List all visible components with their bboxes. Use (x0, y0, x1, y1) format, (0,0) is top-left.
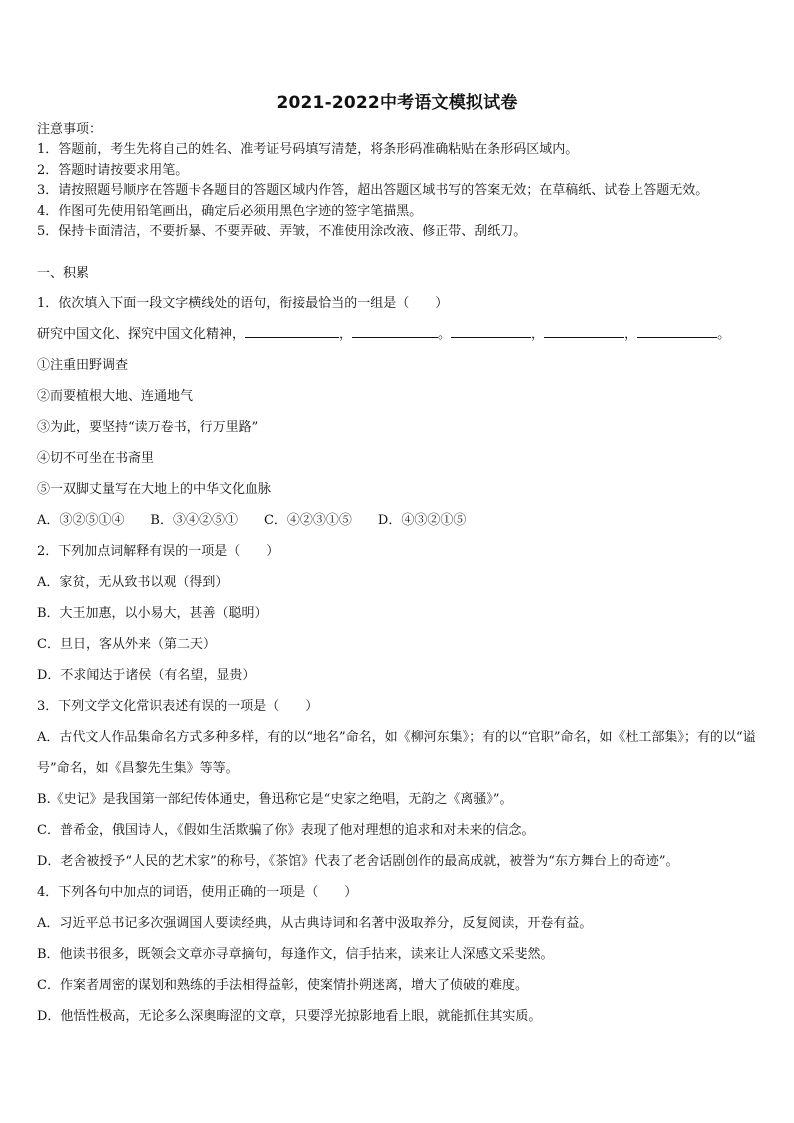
question-3-option: B.《史记》是我国第一部纪传体通史，鲁迅称它是“史家之绝唱，无韵之《离骚》”。 (37, 792, 513, 807)
passage-text: 研究中国文化、探究中国文化精神， (37, 327, 246, 342)
notice-heading: 注意事项： (37, 122, 103, 137)
notice-item: 1．答题前，考生先将自己的姓名、准考证号码填写清楚，将条形码准确粘贴在条形码区域内。 (37, 142, 579, 157)
answer-blank (352, 322, 438, 338)
notice-list (37, 140, 767, 243)
question-1-stem: 1．依次填入下面一段文字横线处的语句，衔接最恰当的一组是（ ） (37, 296, 449, 311)
question-4-option: C．作案者周密的谋划和熟练的手法相得益彰，使案情扑朔迷离，增大了侦破的难度。 (37, 978, 528, 993)
notice-item: 4．作图可先使用铅笔画出，确定后必须用黑色字迹的签字笔描黑。 (37, 203, 423, 219)
section-title: 一、积累 (37, 266, 90, 281)
option-c: C．④②③①⑤ (263, 513, 352, 528)
option-b: B．③④②⑤① (150, 513, 238, 528)
question-3-stem: 3．下列文学文化常识表述有误的一项是（ ） (37, 699, 319, 714)
question-1-passage: 研究中国文化、探究中国文化精神， ， 。 ， ， 。 (37, 319, 767, 350)
option-d: D．④③②①⑤ (377, 513, 467, 528)
answer-blank (544, 322, 624, 338)
question-2-stem: 2．下列加点词解释有误的一项是（ ） (37, 544, 280, 559)
question-2-option: C．旦日，客从外来（第二天） (37, 637, 216, 652)
question-1-item: ①注重田野调查 (37, 358, 129, 373)
question-2-option: D．不求闻达于诸侯（有名望，显贵） (37, 668, 256, 683)
question-1-item: ②而要植根大地、连通地气 (37, 389, 194, 404)
question-3-option: C．普希金，俄国诗人，《假如生活欺骗了你》表现了他对理想的追求和对未来的信念。 (37, 823, 535, 838)
question-1-item: ⑤一双脚丈量写在大地上的中华文化血脉 (37, 482, 272, 497)
question-2-option: B．大王加惠，以小易大，甚善（聪明） (37, 606, 268, 621)
answer-blank (637, 322, 717, 338)
notice-item: 5．保持卡面清洁，不要折暴、不要弄破、弄皱，不准使用涂改液、修正带、刮纸刀。 (37, 224, 527, 239)
question-1-item: ③为此，要坚持“读万卷书，行万里路” (37, 420, 259, 435)
question-4-option: A．习近平总书记多次强调国人要读经典，从古典诗词和名著中汲取养分，反复阅读，开卷有益。 (37, 916, 593, 931)
question-4-stem: 4．下列各句中加点的词语，使用正确的一项是（ ） (37, 885, 358, 900)
questions-body (37, 288, 767, 1032)
question-3-option: A．古代文人作品集命名方式多种多样，有的以“地名”命名，如《柳河东集》；有的以“官职”命名，如《杜工部集》；有的以“谥号”命名，如《昌黎先生集》等等。 (37, 730, 756, 776)
question-1-item: ④切不可坐在书斋里 (37, 451, 155, 466)
page-title: 2021-2022中考语文模拟试卷 (276, 93, 518, 113)
question-2-option: A．家贫，无从致书以观（得到） (37, 575, 229, 590)
answer-blank (245, 322, 339, 338)
option-a: A．③②⑤①④ (37, 513, 125, 528)
notice-item: 2．答题时请按要求用笔。 (37, 162, 189, 178)
question-4-option: D．他悟性极高，无论多么深奥晦涩的文章，只要浮光掠影地看上眼，就能抓住其实质。 (37, 1009, 542, 1024)
question-3-option: D．老舍被授予“人民的艺术家”的称号，《茶馆》代表了老舍话剧创作的最高成就，被誉为“东方舞台上的奇迹”。 (37, 854, 679, 869)
question-1-options (37, 505, 767, 536)
notice-item: 3．请按照题号顺序在答题卡各题目的答题区域内作答，超出答题区域书写的答案无效；在草稿纸、试卷上答题无效。 (37, 183, 709, 198)
answer-blank (451, 322, 531, 338)
question-4-option: B．他读书很多，既领会文章亦寻章摘句，每逢作文，信手拈来，读来让人深感文采斐然。 (37, 947, 554, 962)
